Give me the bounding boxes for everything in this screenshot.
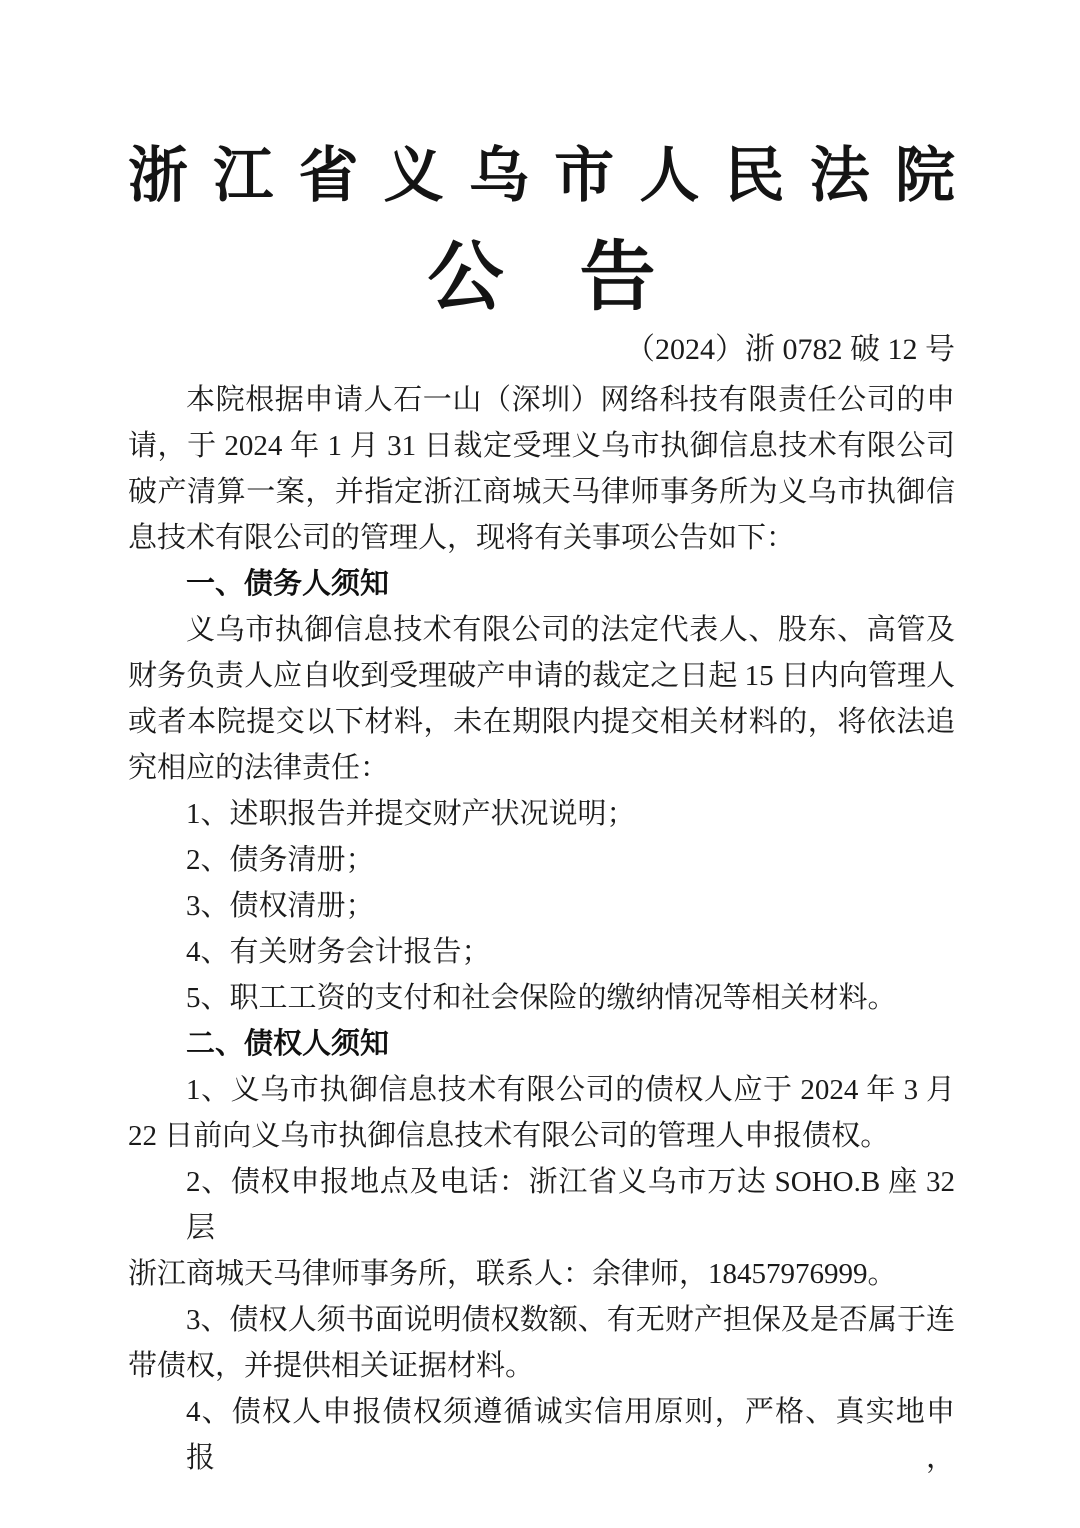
- body-line: 息技术有限公司的管理人，现将有关事项公告如下：: [128, 521, 796, 554]
- body-line: 22 日前向义乌市执御信息技术有限公司的管理人申报债权。: [128, 1119, 890, 1152]
- announcement-title: 公 告: [427, 236, 656, 320]
- body-line: 带债权，并提供相关证据材料。: [128, 1349, 535, 1382]
- list-item: 3、债权清册；: [186, 889, 375, 922]
- case-number: （2024）浙 0782 破 12 号: [625, 332, 955, 366]
- list-item: 2、债权申报地点及电话：浙江省义乌市万达 SOHO.B 座 32 层: [186, 1165, 955, 1244]
- list-item: 4、债权人申报债权须遵循诚实信用原则，严格、真实地申报，: [186, 1395, 955, 1474]
- announcement-body: [128, 377, 955, 1481]
- section-heading-creditor-notice: 二、债权人须知: [186, 1027, 390, 1060]
- list-item: 2、债务清册；: [186, 843, 375, 876]
- list-item: 3、债权人须书面说明债权数额、有无财产担保及是否属于连: [186, 1303, 955, 1336]
- court-name-title: 浙 江 省 义 乌 市 人 民 法 院: [128, 143, 955, 209]
- body-line: 或者本院提交以下材料，未在期限内提交相关材料的，将依法追: [128, 705, 955, 738]
- body-line: 究相应的法律责任：: [128, 751, 390, 784]
- body-line: 浙江商城天马律师事务所，联系人：余律师，18457976999。: [128, 1257, 897, 1290]
- body-line: 财务负责人应自收到受理破产申请的裁定之日起 15 日内向管理人: [128, 659, 955, 692]
- section-heading-debtor-notice: 一、债务人须知: [186, 567, 390, 600]
- body-line: 请，于 2024 年 1 月 31 日裁定受理义乌市执御信息技术有限公司: [128, 429, 955, 462]
- body-line: 破产清算一案，并指定浙江商城天马律师事务所为义乌市执御信: [128, 475, 955, 508]
- list-item: 4、有关财务会计报告；: [186, 935, 491, 968]
- list-item: 1、述职报告并提交财产状况说明；: [186, 797, 636, 830]
- list-item: 1、义乌市执御信息技术有限公司的债权人应于 2024 年 3 月: [186, 1073, 955, 1106]
- body-line: 本院根据申请人石一山（深圳）网络科技有限责任公司的申: [186, 383, 955, 416]
- list-item: 5、职工工资的支付和社会保险的缴纳情况等相关材料。: [186, 981, 897, 1014]
- body-line: 义乌市执御信息技术有限公司的法定代表人、股东、高管及: [186, 613, 955, 646]
